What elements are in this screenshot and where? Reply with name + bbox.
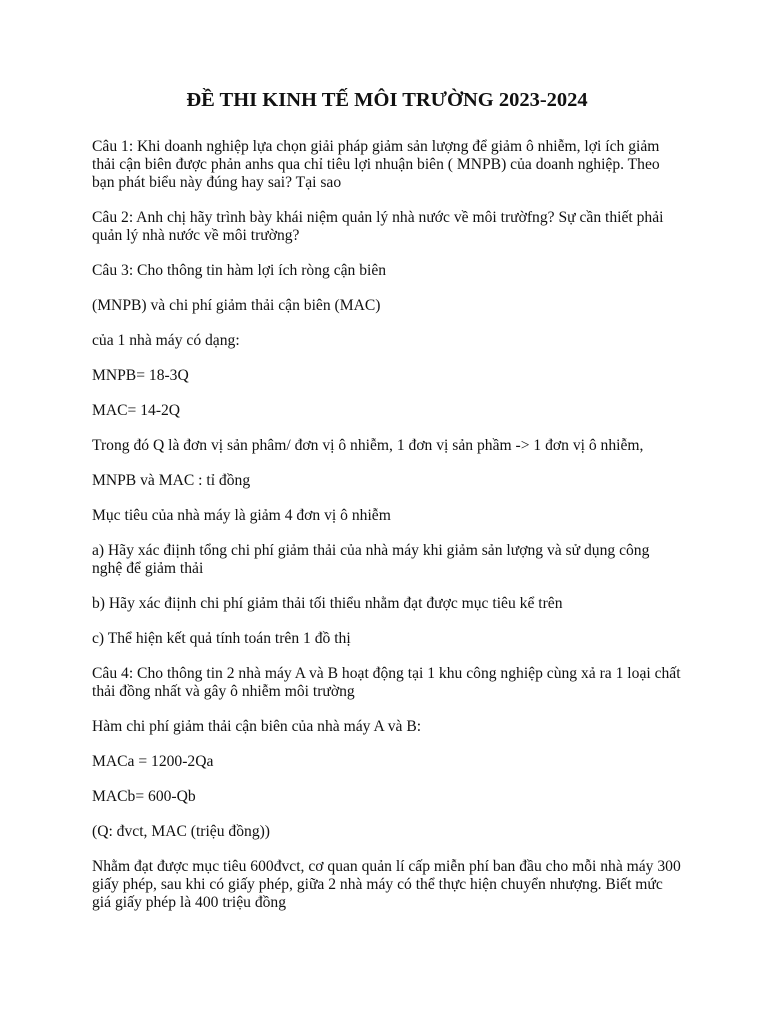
question-1: Câu 1: Khi doanh nghiệp lựa chọn giải pháp giảm sản lượng để giảm ô nhiễm, lợi ích giảm thải cận biên được phản anhs qua chỉ tiêu lợi nhuận biên ( MNPB) của doanh nghiệp. Theo bạn phát biểu này đúng hay sai? Tại sao xyxy=(92,138,660,191)
question-3-intro: Câu 3: Cho thông tin hàm lợi ích ròng cận biên xyxy=(92,262,387,279)
question-3-line: Trong đó Q là đơn vị sản phâm/ đơn vị ô nhiễm, 1 đơn vị sản phầm -> 1 đơn vị ô nhiễm, xyxy=(92,437,644,454)
formula-maca: MACa = 1200-2Qa xyxy=(92,753,214,770)
question-3-units: MNPB và MAC : tỉ đồng xyxy=(92,472,251,489)
question-3-part-b: b) Hãy xác điịnh chi phí giảm thải tối thiểu nhằm đạt được mục tiêu kể trên xyxy=(92,595,563,612)
question-2: Câu 2: Anh chị hãy trình bày khái niệm quản lý nhà nước về môi trườfng? Sự cần thiết phải quản lý nhà nước về môi trường? xyxy=(92,209,664,244)
question-3-part-a: a) Hãy xác điịnh tổng chi phí giảm thải của nhà máy khi giảm sản lượng và sử dụng công nghệ để giảm thải xyxy=(92,542,650,577)
question-4-intro: Câu 4: Cho thông tin 2 nhà máy A và B hoạt động tại 1 khu công nghiệp cùng xả ra 1 loại chất thải đồng nhất và gây ô nhiễm môi trường xyxy=(92,665,681,700)
formula-macb: MACb= 600-Qb xyxy=(92,788,196,805)
question-3-line: (MNPB) và chi phí giảm thải cận biên (MAC) xyxy=(92,297,381,314)
formula-mac: MAC= 14-2Q xyxy=(92,402,181,419)
question-4-units: (Q: đvct, MAC (triệu đồng)) xyxy=(92,823,270,840)
question-4-line: Hàm chi phí giảm thải cận biên của nhà máy A và B: xyxy=(92,718,422,735)
question-3-line: của 1 nhà máy có dạng: xyxy=(92,332,240,349)
formula-mnpb: MNPB= 18-3Q xyxy=(92,367,189,384)
question-3-goal: Mục tiêu của nhà máy là giảm 4 đơn vị ô nhiễm xyxy=(92,507,391,524)
document-title: ĐỀ THI KINH TẾ MÔI TRƯỜNG 2023-2024 xyxy=(186,89,588,111)
question-4-conditions: Nhằm đạt được mục tiêu 600đvct, cơ quan quản lí cấp miễn phí ban đầu cho mỗi nhà máy 300 giấy phép, sau khi có giấy phép, giữa 2 nhà máy có thể thực hiện chuyển nhượng. Biết mức giá giấy phép là 400 triệu đồng xyxy=(92,858,681,911)
question-3-part-c: c) Thể hiện kết quả tính toán trên 1 đồ thị xyxy=(92,630,351,647)
